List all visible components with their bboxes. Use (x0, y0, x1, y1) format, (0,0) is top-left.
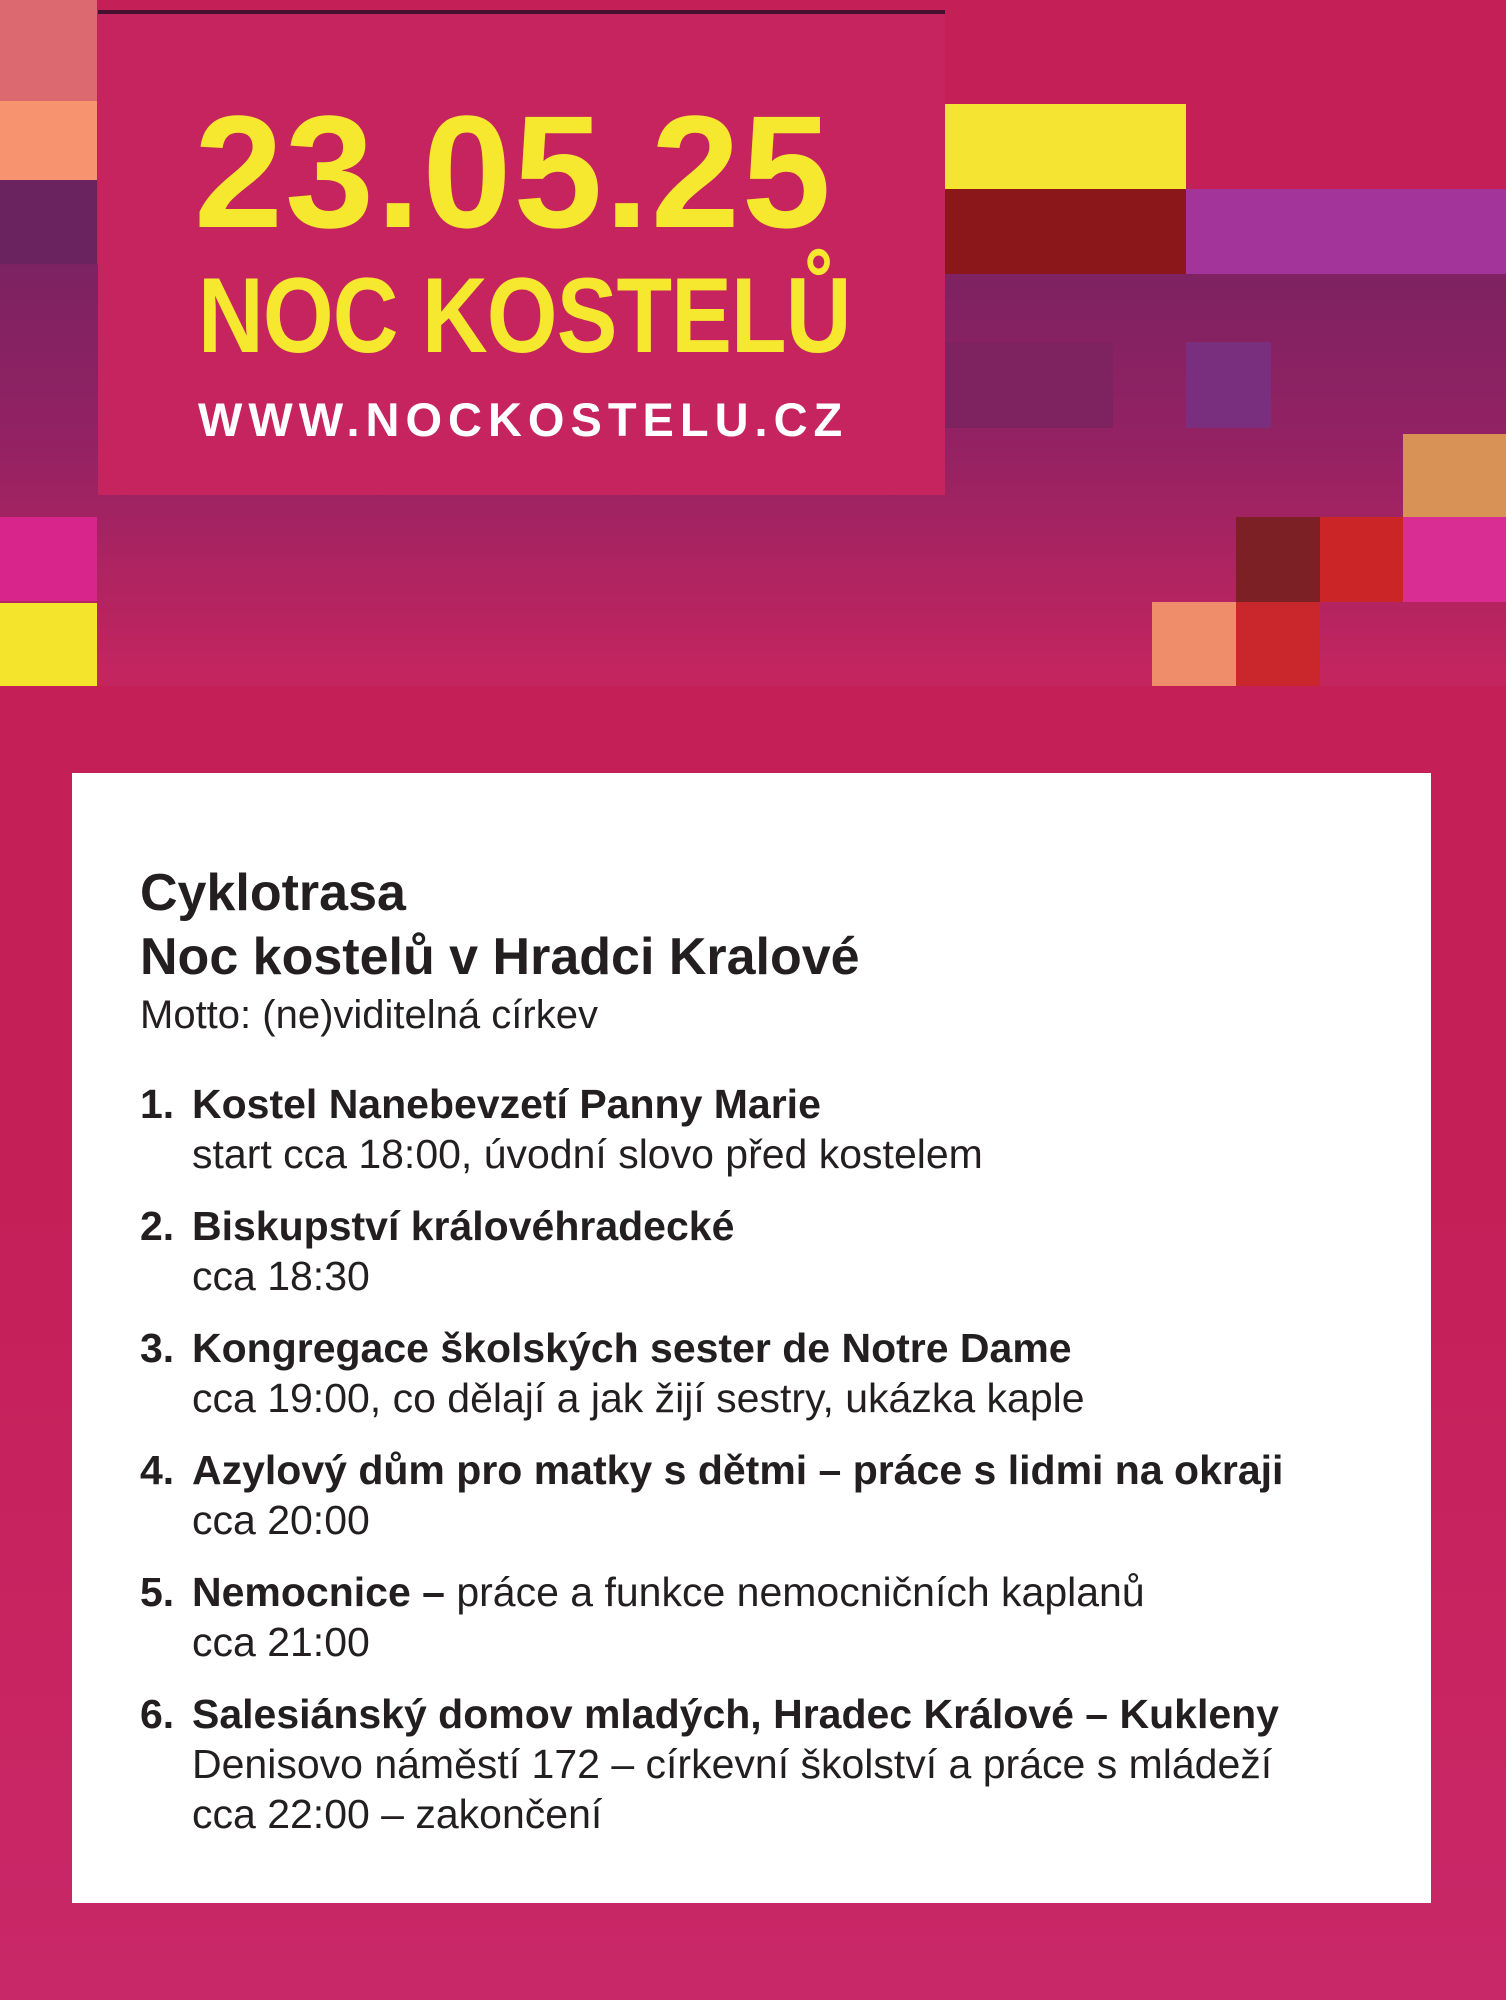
route-item-detail: cca 19:00, co dělají a jak žijí sestry, ukázka kaple (192, 1375, 1085, 1421)
square-coral-topleft (0, 0, 97, 101)
card-motto: Motto: (ne)viditelná církev (140, 993, 598, 1037)
route-item-number: 4. (140, 1447, 175, 1493)
route-item (140, 1445, 1391, 1545)
route-item-detail: Denisovo náměstí 172 – církevní školství a práce s mládeží (192, 1741, 1273, 1787)
square-pink-left (0, 517, 97, 601)
square-red-right (1320, 517, 1403, 602)
square-red-bottom (1236, 602, 1320, 686)
event-url: WWW.NOCKOSTELU.CZ (198, 393, 849, 446)
rect-darkred-topright (943, 189, 1186, 274)
route-item-number: 6. (140, 1691, 175, 1737)
route-item-text (192, 1689, 1391, 1839)
route-item-detail: cca 20:00 (192, 1497, 370, 1543)
square-magenta-right (1403, 517, 1506, 602)
route-list (140, 1079, 1391, 1839)
square-darkred-right (1236, 517, 1320, 602)
content-card (72, 773, 1431, 1903)
route-item-title: Kongregace školských sester de Notre Dame (192, 1325, 1072, 1371)
route-item-detail: start cca 18:00, úvodní slovo před kostelem (192, 1131, 983, 1177)
route-item-text (192, 1567, 1391, 1667)
route-item-text (192, 1201, 1391, 1301)
route-item-title: Salesiánský domov mladých, Hradec Králové – Kukleny (192, 1691, 1279, 1737)
event-date: 23.05.25 (194, 82, 833, 261)
header-box (98, 14, 945, 495)
route-item-title: Biskupství královéhradecké (192, 1203, 735, 1249)
route-item (140, 1323, 1391, 1423)
route-item-number: 1. (140, 1081, 175, 1127)
route-item-title: Kostel Nanebevzetí Panny Marie (192, 1081, 821, 1127)
square-darkpurple-left (0, 180, 97, 264)
rect-plum-right (943, 342, 1113, 428)
route-item-text (192, 1323, 1391, 1423)
route-item-number: 2. (140, 1203, 175, 1249)
route-item-number: 5. (140, 1569, 175, 1615)
route-item (140, 1201, 1391, 1301)
route-item (140, 1079, 1391, 1179)
route-item-detail: cca 22:00 – zakončení (192, 1791, 603, 1837)
card-heading-route: Cyklotrasa (140, 864, 406, 922)
rect-yellow-topright (943, 104, 1186, 189)
route-item-text (192, 1445, 1391, 1545)
square-salmon-bottom (1152, 602, 1236, 686)
square-violet-right (1186, 342, 1271, 428)
square-orange-left (0, 101, 97, 180)
card-heading-location: Noc kostelů v Hradci Kralové (140, 928, 860, 986)
route-item (140, 1689, 1391, 1839)
rect-purple-topright (1186, 189, 1506, 274)
square-tan-right (1403, 434, 1506, 517)
route-item-number: 3. (140, 1325, 175, 1371)
route-item-detail: cca 21:00 (192, 1619, 370, 1665)
square-yellow-left (0, 603, 97, 686)
route-item-title: Azylový dům pro matky s dětmi – práce s lidmi na okraji (192, 1447, 1284, 1493)
route-item-title: Nemocnice – práce a funkce nemocničních kaplanů (192, 1569, 1145, 1615)
route-item-text (192, 1079, 1391, 1179)
event-title: NOC KOSTELŮ (198, 255, 851, 375)
route-item (140, 1567, 1391, 1667)
route-item-detail: cca 18:30 (192, 1253, 370, 1299)
